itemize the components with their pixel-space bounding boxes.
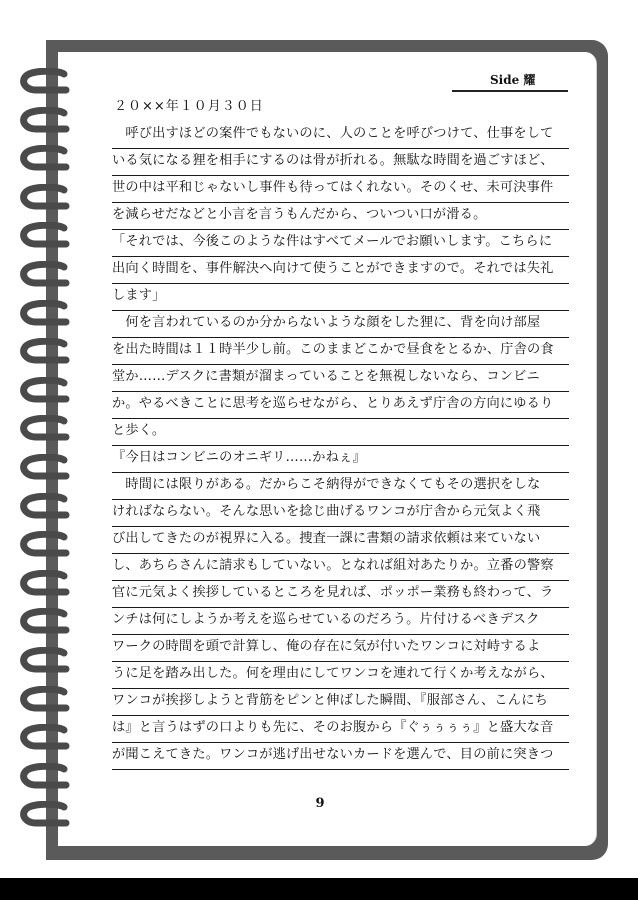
bottom-border-strip bbox=[0, 878, 638, 900]
spiral-ring bbox=[18, 531, 76, 559]
spiral-ring bbox=[18, 261, 76, 289]
text-line: ワンコが挨拶しようと背筋をピンと伸ばした瞬間、『服部さん、こんにち bbox=[112, 689, 569, 716]
spiral-ring bbox=[18, 68, 76, 96]
spiral-ring bbox=[18, 570, 76, 598]
text-line: 出向く時間を、事件解決へ向けて使うことができますので。それでは失礼 bbox=[112, 257, 569, 284]
text-line: 官に元気よく挨拶しているところを見れば、ポッポー業務も終わって、ラ bbox=[112, 581, 569, 608]
spiral-ring bbox=[18, 107, 76, 135]
text-line: び出してきたのが視界に入る。捜査一課に書類の請求依頼は来ていない bbox=[112, 527, 569, 554]
spiral-ring bbox=[18, 415, 76, 443]
text-line: 世の中は平和じゃないし事件も待ってはくれない。そのくせ、未可決事件 bbox=[112, 176, 569, 203]
spiral-ring bbox=[18, 222, 76, 250]
text-line: 何を言われているのか分からないような顔をした狸に、背を向け部屋 bbox=[112, 311, 569, 338]
spiral-ring bbox=[18, 454, 76, 482]
page-number: 9 bbox=[315, 796, 325, 811]
spiral-ring bbox=[18, 608, 76, 636]
text-line: いる気になる狸を相手にするのは骨が折れる。無駄な時間を過ごすほど、 bbox=[112, 149, 569, 176]
spiral-ring bbox=[18, 763, 76, 791]
text-line: か。やるべきことに思考を巡らせながら、とりあえず庁舎の方向にゆるり bbox=[112, 392, 569, 419]
text-line: を減らせだなどと小言を言うもんだから、ついつい口が滑る。 bbox=[112, 203, 569, 230]
text-line: 「それでは、今後このような件はすべてメールでお願いします。こちらに bbox=[112, 230, 569, 257]
text-line: うに足を踏み出した。何を理由にしてワンコを連れて行くか考えながら、 bbox=[112, 662, 569, 689]
spiral-ring bbox=[18, 300, 76, 328]
spiral-ring bbox=[18, 686, 76, 714]
spiral-ring bbox=[18, 724, 76, 752]
text-line: を出た時間は１１時半少し前。このままどこかで昼食をとるか、庁舎の食 bbox=[112, 338, 569, 365]
text-line: し、あちらさんに請求もしていない。となれば組対あたりか。立番の警察 bbox=[112, 554, 569, 581]
text-line: 呼び出すほどの案件でもないのに、人のことを呼びつけて、仕事をして bbox=[112, 122, 569, 149]
text-line: は』と言うはずの口よりも先に、そのお腹から『ぐぅぅぅぅ』と盛大な音 bbox=[112, 716, 569, 743]
text-line: ンチは何にしようか考えを巡らせているのだろう。片付けるべきデスク bbox=[112, 608, 569, 635]
text-line: します」 bbox=[112, 284, 569, 311]
entry-date: ２０××年１０月３０日 bbox=[114, 99, 264, 114]
text-line: が聞こえてきた。ワンコが逃げ出せないカードを選んで、目の前に突きつ bbox=[112, 743, 569, 770]
spiral-ring bbox=[18, 338, 76, 366]
spiral-ring bbox=[18, 801, 76, 829]
text-line: 時間には限りがある。だからこそ納得ができなくてもその選択をしな bbox=[112, 473, 569, 500]
header-rule bbox=[452, 90, 568, 92]
body-text bbox=[112, 122, 569, 770]
spiral-ring bbox=[18, 647, 76, 675]
spiral-ring bbox=[18, 493, 76, 521]
spiral-ring bbox=[18, 145, 76, 173]
text-line: 堂か……デスクに書類が溜まっていることを無視しないなら、コンビニ bbox=[112, 365, 569, 392]
text-line: ければならない。そんな思いを捻じ曲げるワンコが庁舎から元気よく飛 bbox=[112, 500, 569, 527]
text-line: 『今日はコンビニのオニギリ……かねぇ』 bbox=[112, 446, 569, 473]
side-header-label: Side 耀 bbox=[490, 73, 536, 87]
text-line: と歩く。 bbox=[112, 419, 569, 446]
spiral-ring bbox=[18, 377, 76, 405]
text-line: ワークの時間を頭で計算し、俺の存在に気が付いたワンコに対峙するよ bbox=[112, 635, 569, 662]
spiral-ring bbox=[18, 184, 76, 212]
